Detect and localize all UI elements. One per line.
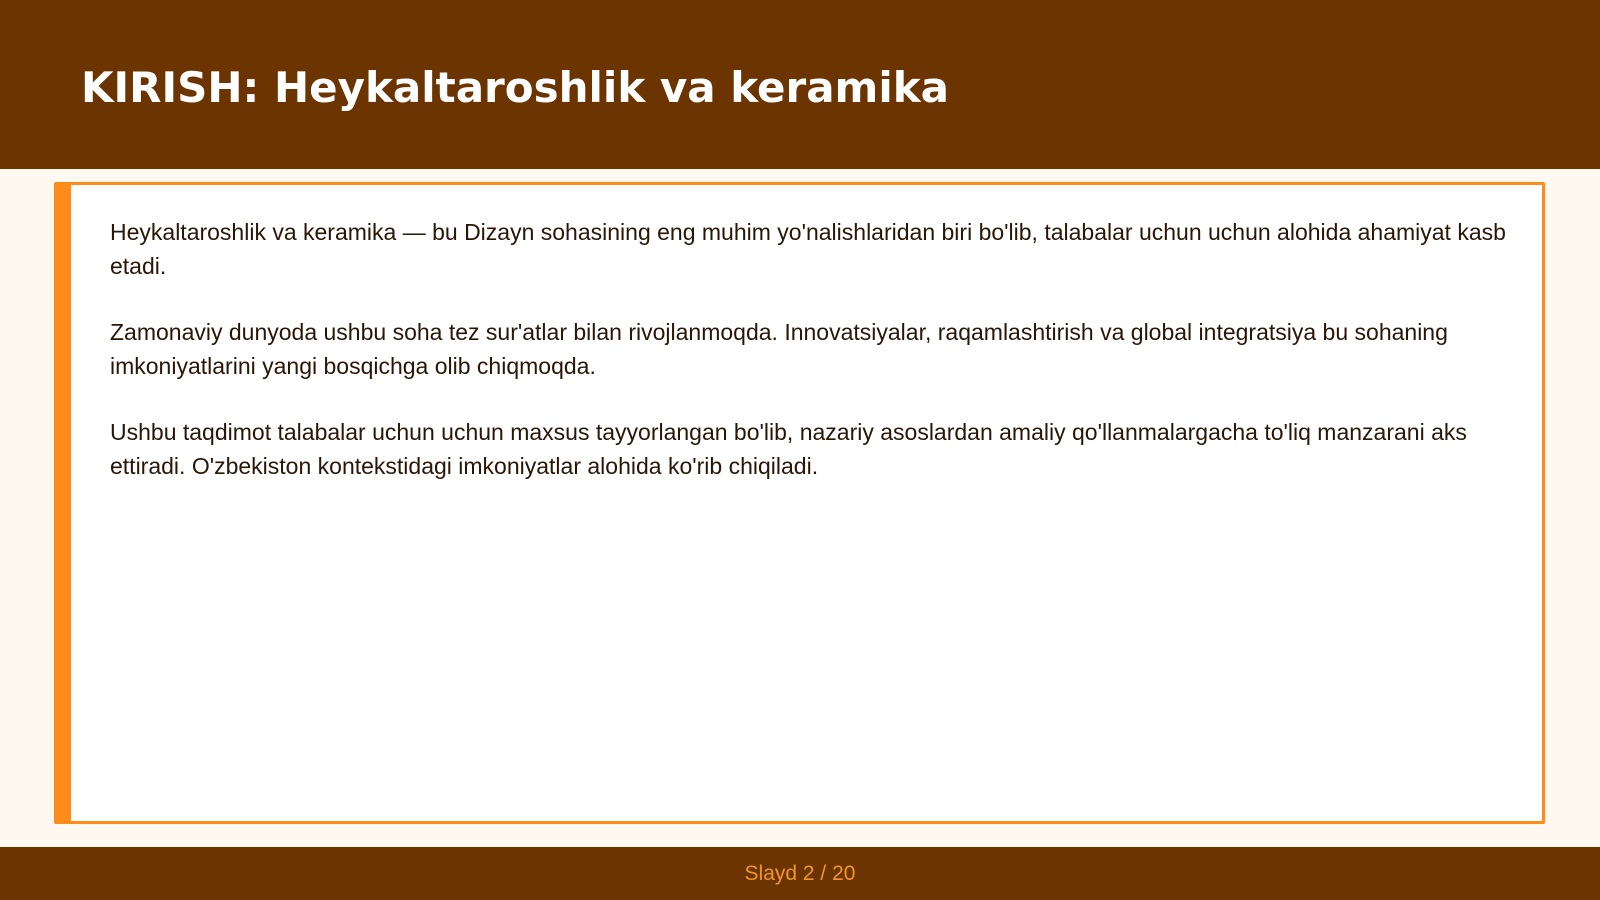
slide-header [0,0,1600,169]
slide-number: Slayd 2 / 20 [744,862,856,885]
paragraph-presentation-purpose: Ushbu taqdimot talabalar uchun uchun maxsus tayyorlangan bo'lib, nazariy asoslardan amaliy qo'llanmalargacha to'liq manzarani aks ettiradi. O'zbekiston kontekstidagi imkoniyatlar alohida ko'rib chiqiladi. [110,419,1467,479]
content-panel [54,182,1545,824]
slide-title: KIRISH: Heykaltaroshlik va keramika [81,63,949,112]
body-text [110,215,1510,515]
paragraph-intro: Heykaltaroshlik va keramika — bu Dizayn sohasining eng muhim yo'nalishlaridan biri bo'lib, talabalar uchun uchun alohida ahamiyat kasb etadi. [110,219,1506,279]
paragraph-modern-world: Zamonaviy dunyoda ushbu soha tez sur'atlar bilan rivojlanmoqda. Innovatsiyalar, raqamlashtirish va global integratsiya bu sohaning imkoniyatlarini yangi bosqichga olib chiqmoqda. [110,319,1448,379]
slide-footer [0,847,1600,900]
